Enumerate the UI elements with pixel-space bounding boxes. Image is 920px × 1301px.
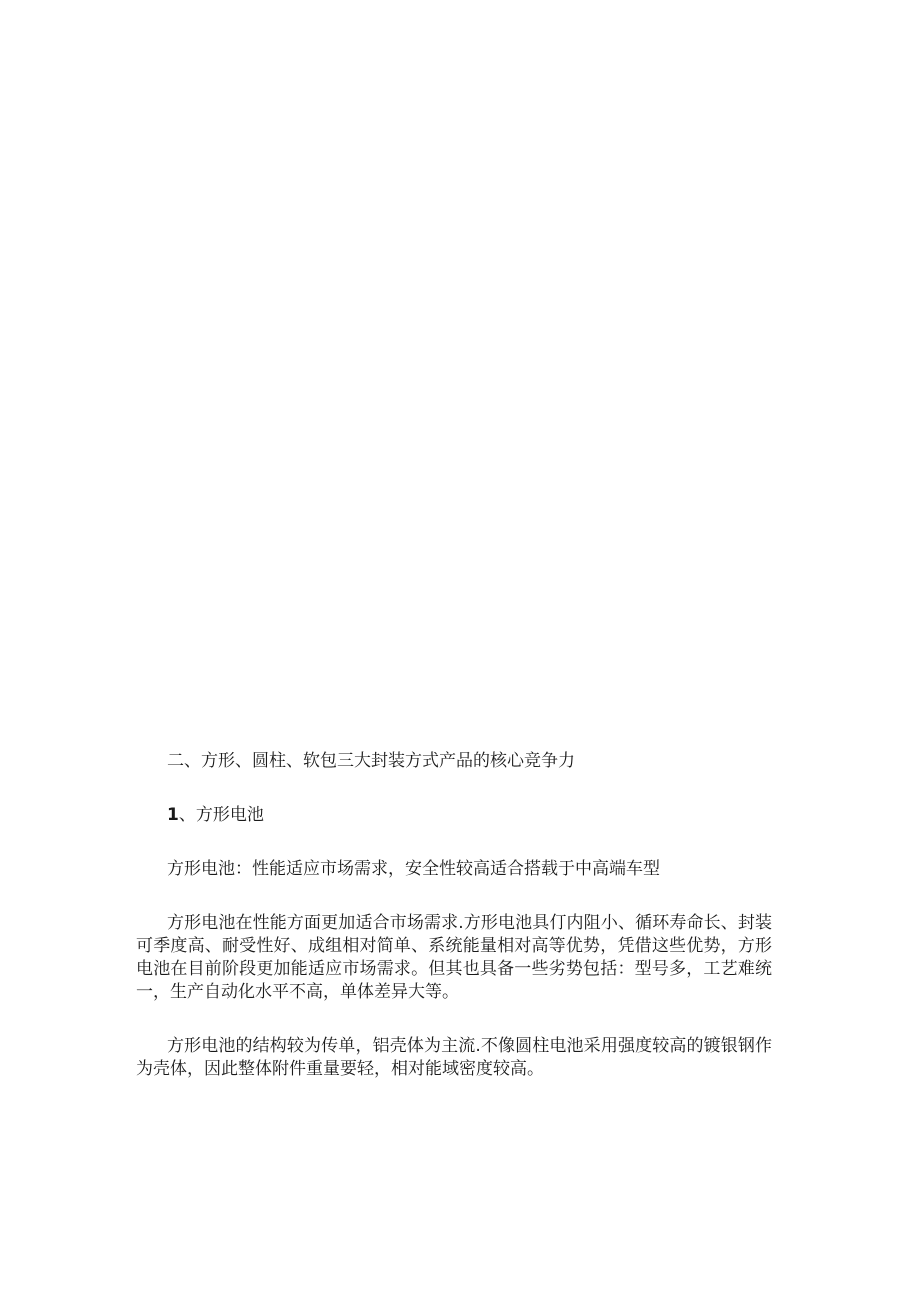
document-content — [136, 750, 772, 1112]
subsection-number: 1 — [167, 805, 179, 825]
paragraph-1 — [136, 912, 772, 1004]
paragraph-2 — [136, 1035, 772, 1081]
paragraph-line: 电池在目前阶段更加能适应市场需求。但其也具备一些劣势包括：型号多，工艺难统 — [136, 959, 772, 979]
paragraph-line: 方形电池在性能方面更加适合市场需求.方形电池具仃内阻小、循环寿命长、封装 — [167, 913, 772, 933]
subsection-heading — [136, 804, 772, 827]
subsection-subtitle: 方形电池：性能适应市场需求，安全性较高适合搭载于中高端车型 — [167, 859, 660, 879]
paragraph-line: 为壳体，因此整体附件重量要轻，相对能域密度较高。 — [136, 1059, 544, 1079]
paragraph-line: 一，生产自动化水平不高，单体差异大等。 — [136, 982, 459, 1002]
paragraph-line: 可季度高、耐受性好、成组相对简单、系统能量相对高等优势，凭借这些优势，方形 — [136, 936, 772, 956]
paragraph-line: 方形电池的结构较为传单，铝壳体为主流.不像圆柱电池采用强度较高的镀银钢作 — [167, 1036, 772, 1056]
subsection-title: 、方形电池 — [178, 805, 264, 825]
section-heading: 二、方形、圆柱、软包三大封装方式产品的核心竞争力 — [167, 751, 575, 771]
